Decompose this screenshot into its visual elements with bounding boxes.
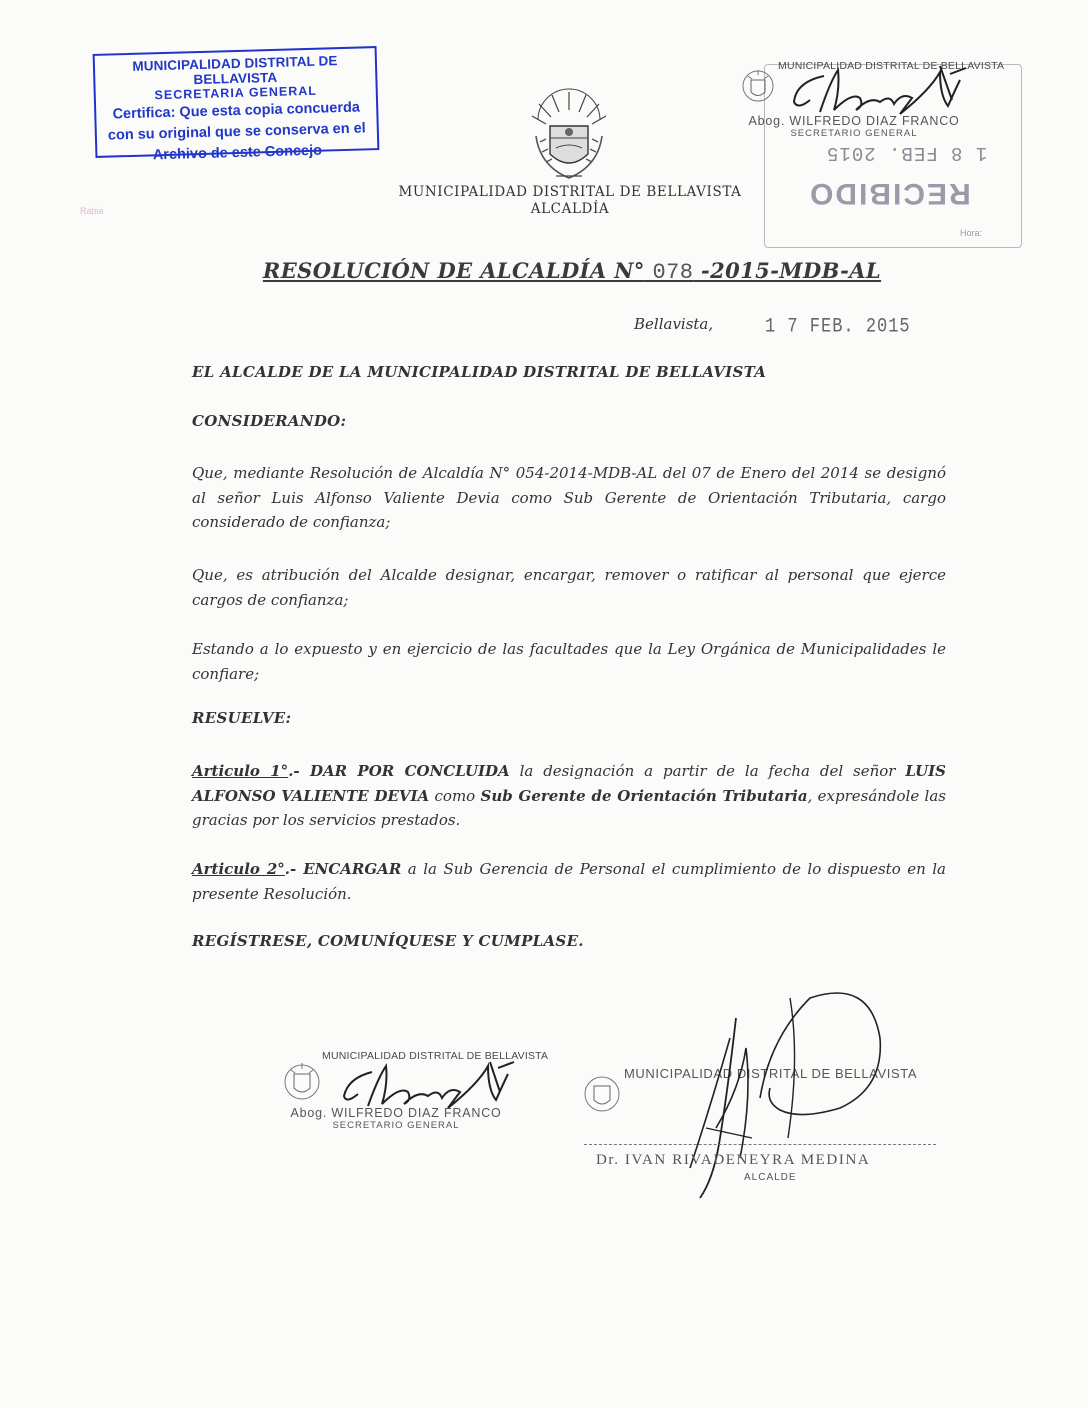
secretary-stamp-bottom-name: Abog. WILFREDO DIAZ FRANCO [290, 1106, 502, 1120]
articulo-2-sep: .- [284, 860, 304, 878]
articulo-2-label: Articulo 2° [192, 860, 285, 878]
mayor-signature-line [584, 1144, 936, 1145]
resolution-number: 078 [652, 260, 694, 285]
considerando-paragraph-2: Que, es atribución del Alcalde designar, encargar, remover o ratificar al personal que ejerce cargos de confianza; [192, 566, 946, 609]
considerando-paragraph-3: Estando a lo expuesto y en ejercicio de las facultades que la Ley Orgánica de Municipalidades le confiare; [192, 640, 946, 683]
secretary-stamp-top-role: SECRETARIO GENERAL [790, 128, 918, 139]
cert-stamp-line3: Certifica: Que esta copia concuerda [112, 99, 361, 123]
secretary-stamp-top-arc: MUNICIPALIDAD DISTRITAL DE BELLAVISTA [778, 60, 1005, 72]
articulo-1-action: DAR POR CONCLUIDA [309, 762, 510, 780]
cert-stamp-line2: SECRETARIA GENERAL [154, 83, 318, 103]
place: Bellavista, [634, 315, 714, 333]
articulo-1-person: LUIS ALFONSO VALIENTE DEVIA [192, 762, 947, 805]
articulo-1-position: Sub Gerente de Orientación Tributaria [480, 786, 808, 805]
secretary-stamp-top-name: Abog. WILFREDO DIAZ FRANCO [748, 114, 960, 128]
cert-stamp-line1: MUNICIPALIDAD DISTRITAL DE BELLAVISTA [132, 53, 338, 88]
articulo-1-text1: la designación a partir de la fecha del señor [509, 762, 906, 780]
received-stamp-hora: Hora: [960, 228, 983, 238]
municipal-seal-icon [740, 64, 776, 114]
received-stamp-date: 1 8 FEB. 2015 [826, 142, 988, 164]
mayor-role: ALCALDE [744, 1172, 797, 1183]
articulo-1 [192, 759, 946, 833]
closing-formula: REGÍSTRESE, COMUNÍQUESE Y CUMPLASE. [192, 932, 584, 950]
secretary-stamp-bottom-arc: MUNICIPALIDAD DISTRITAL DE BELLAVISTA [322, 1050, 549, 1062]
articulo-2 [192, 857, 946, 906]
municipality-header [360, 184, 780, 218]
articulo-1-sep: .- [288, 762, 310, 780]
considerando-paragraph-1: Que, mediante Resolución de Alcaldía N° 054-2014-MDB-AL del 07 de Enero del 2014 se designó al señor Luis Alfonso Valiente Devia como Sub Gerente de Orientación Tributaria, cargo considerado de confianza; [192, 464, 946, 531]
articulo-2-action: ENCARGAR [303, 860, 402, 878]
articulo-1-label: Articulo 1° [192, 762, 289, 780]
mayor-stamp-arc: MUNICIPALIDAD DISTRITAL DE BELLAVISTA [624, 1066, 918, 1081]
resolution-title [200, 258, 944, 285]
cert-stamp-line5: Archivo de este Concejo [152, 142, 323, 164]
received-stamp-word: RECIBIDO [808, 177, 971, 210]
resuelve-heading: RESUELVE: [192, 709, 292, 727]
mayor-name: Dr. IVAN RIVADENEYRA MEDINA [596, 1152, 871, 1168]
header-line2: ALCALDÍA [530, 201, 610, 217]
articulo-2-text1: a la Sub Gerencia de Personal el cumplimiento de lo dispuesto en la presente Resolución. [192, 860, 946, 903]
authority-heading: EL ALCALDE DE LA MUNICIPALIDAD DISTRITAL DE BELLAVISTA [192, 363, 767, 381]
certification-stamp [93, 46, 380, 164]
municipal-seal-icon [282, 1056, 322, 1112]
resolution-title-suffix: -2015-MDB-AL [701, 258, 882, 283]
cert-stamp-line4: con su original que se conserva en el [107, 120, 366, 144]
municipal-seal-icon [582, 1070, 622, 1120]
considerando-heading: CONSIDERANDO: [192, 412, 347, 430]
header-line1: MUNICIPALIDAD DISTRITAL DE BELLAVISTA [398, 184, 742, 200]
articulo-1-text3: , expresándole las gracias por los servicios prestados. [192, 786, 946, 829]
articulo-1-text2: como [429, 786, 481, 805]
municipal-crest-icon [526, 76, 612, 186]
date-stamp: 1 7 FEB. 2015 [765, 316, 911, 339]
margin-mark: Rabia [80, 206, 104, 216]
resolution-title-prefix: RESOLUCIÓN DE ALCALDÍA N° [262, 258, 645, 283]
secretary-stamp-bottom-role: SECRETARIO GENERAL [332, 1120, 460, 1131]
